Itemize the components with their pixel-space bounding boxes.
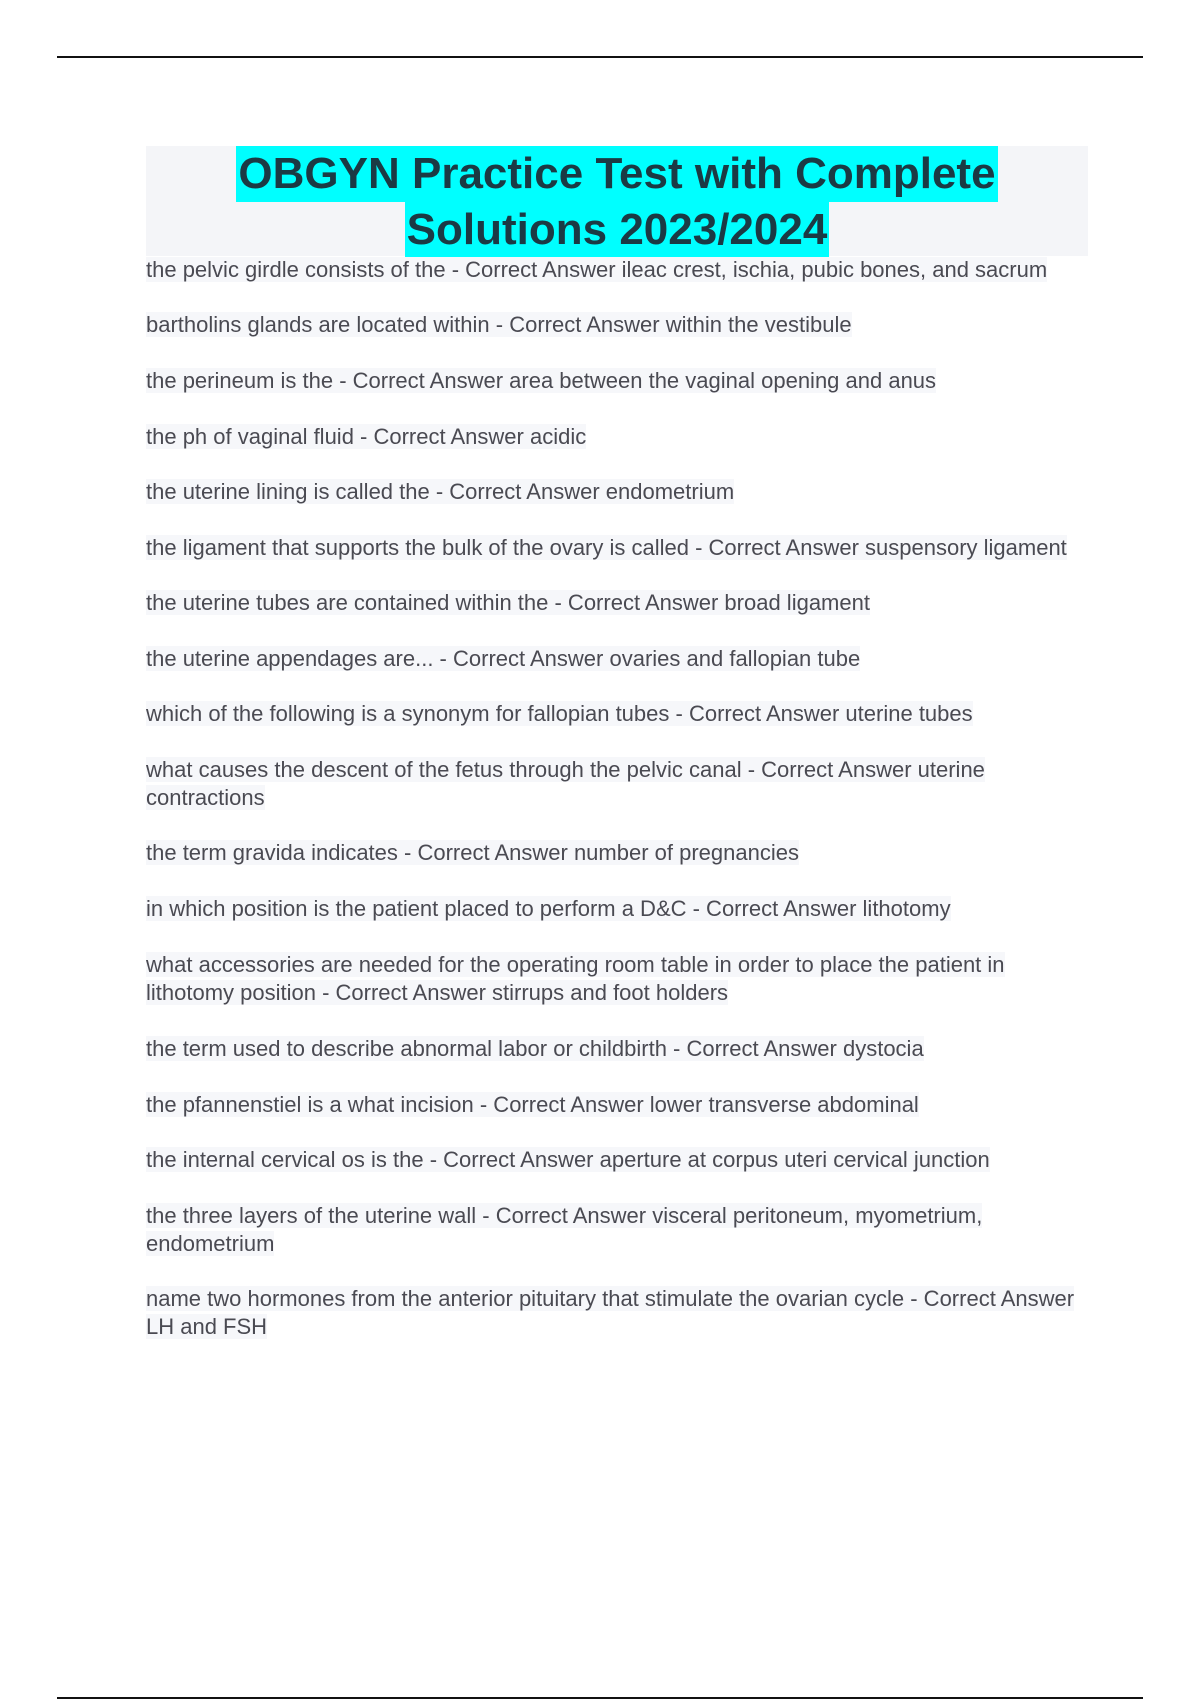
title-line-1: OBGYN Practice Test with Complete (236, 146, 997, 202)
bottom-rule (57, 1697, 1143, 1699)
list-item (146, 951, 1086, 1007)
list-item (146, 839, 1086, 867)
list-item-text: the ph of vaginal fluid - Correct Answer acidic (146, 424, 587, 449)
list-item-text: the uterine lining is called the - Correct Answer endometrium (146, 479, 735, 504)
list-item (146, 1035, 1086, 1063)
document-title (146, 146, 1088, 256)
list-item (146, 423, 1086, 451)
list-item (146, 645, 1086, 673)
list-item-text: the pfannenstiel is a what incision - Correct Answer lower transverse abdominal (146, 1092, 919, 1117)
list-item-text: the internal cervical os is the - Correct Answer aperture at corpus uteri cervical junction (146, 1147, 990, 1172)
list-item (146, 756, 1086, 812)
list-item (146, 478, 1086, 506)
list-item (146, 1285, 1086, 1341)
list-item (146, 534, 1086, 562)
list-item-text: the term gravida indicates - Correct Answer number of pregnancies (146, 840, 799, 865)
list-item-text: what accessories are needed for the operating room table in order to place the patient in lithotomy position - Correct Answer stirrups and foot holders (146, 952, 1005, 1005)
list-item-text: the three layers of the uterine wall - Correct Answer visceral peritoneum, myometrium, endometrium (146, 1203, 983, 1256)
list-item-text: the ligament that supports the bulk of the ovary is called - Correct Answer suspensory ligament (146, 535, 1067, 560)
list-item-text: in which position is the patient placed to perform a D&C - Correct Answer lithotomy (146, 896, 951, 921)
title-line-2: Solutions 2023/2024 (405, 202, 830, 258)
list-item-text: the term used to describe abnormal labor or childbirth - Correct Answer dystocia (146, 1036, 924, 1061)
list-item-text: which of the following is a synonym for fallopian tubes - Correct Answer uterine tubes (146, 701, 973, 726)
list-item (146, 1202, 1086, 1258)
list-item-text: bartholins glands are located within - Correct Answer within the vestibule (146, 312, 852, 337)
list-item (146, 311, 1086, 339)
top-rule (57, 56, 1143, 58)
list-item-text: the perineum is the - Correct Answer area between the vaginal opening and anus (146, 368, 937, 393)
list-item-text: what causes the descent of the fetus through the pelvic canal - Correct Answer uterine contractions (146, 757, 985, 810)
list-item-text: name two hormones from the anterior pituitary that stimulate the ovarian cycle - Correct Answer LH and FSH (146, 1286, 1075, 1339)
list-item (146, 589, 1086, 617)
list-item (146, 700, 1086, 728)
list-item-text: the uterine tubes are contained within the - Correct Answer broad ligament (146, 590, 870, 615)
list-item (146, 256, 1086, 284)
question-answer-list (146, 256, 1086, 1341)
list-item (146, 1091, 1086, 1119)
list-item (146, 1146, 1086, 1174)
list-item-text: the pelvic girdle consists of the - Correct Answer ileac crest, ischia, pubic bones, and sacrum (146, 257, 1048, 282)
list-item-text: the uterine appendages are... - Correct Answer ovaries and fallopian tube (146, 646, 861, 671)
list-item (146, 895, 1086, 923)
list-item (146, 367, 1086, 395)
